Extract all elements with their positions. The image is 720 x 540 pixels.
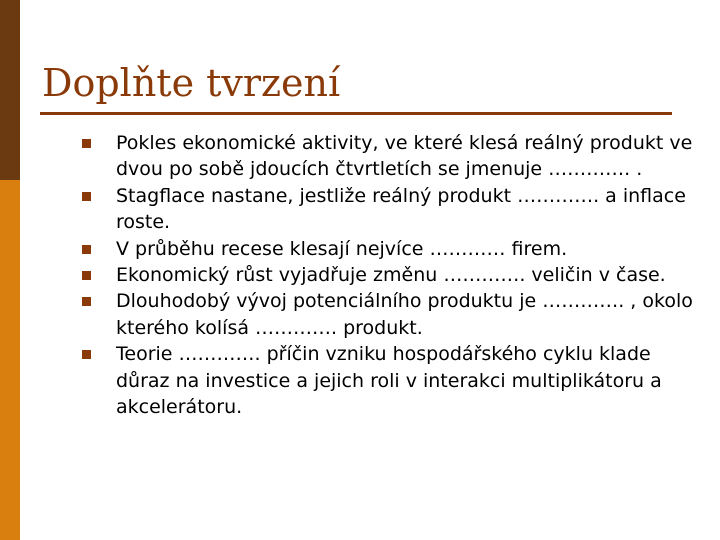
bullet-text: Dlouhodobý vývoj potenciálního produktu je …………. , okolo kterého kolísá …………. produkt. <box>116 290 693 339</box>
bullet-item <box>78 130 698 183</box>
bullet-item <box>78 236 698 262</box>
side-bar-bottom <box>0 180 20 540</box>
bullet-item <box>78 341 698 420</box>
bullet-text: Pokles ekonomické aktivity, ve které klesá reálný produkt ve dvou po sobě jdoucích čtvrtletích se jmenuje …………. . <box>116 132 693 181</box>
square-bullet-icon <box>82 192 91 201</box>
side-bar-top <box>0 0 20 180</box>
square-bullet-icon <box>82 297 91 306</box>
bullet-text: Ekonomický růst vyjadřuje změnu …………. veličin v čase. <box>116 264 666 287</box>
bullet-item <box>78 288 698 341</box>
bullet-text: Stagflace nastane, jestliže reálný produkt …………. a inflace roste. <box>116 184 686 234</box>
bullet-item <box>78 183 698 236</box>
bullet-text: V průběhu recese klesají nejvíce ………… firem. <box>116 237 568 260</box>
bullet-list <box>78 130 698 420</box>
bullet-text: Teorie …………. příčin vzniku hospodářského cyklu klade důraz na investice a jejich roli v interakci multiplikátoru a akcelerátoru. <box>116 343 662 419</box>
square-bullet-icon <box>82 271 91 280</box>
bullet-item <box>78 262 698 288</box>
square-bullet-icon <box>82 245 91 254</box>
square-bullet-icon <box>82 139 91 148</box>
slide-title: Doplňte tvrzení <box>42 61 341 105</box>
square-bullet-icon <box>82 350 91 359</box>
title-underline <box>40 112 672 115</box>
